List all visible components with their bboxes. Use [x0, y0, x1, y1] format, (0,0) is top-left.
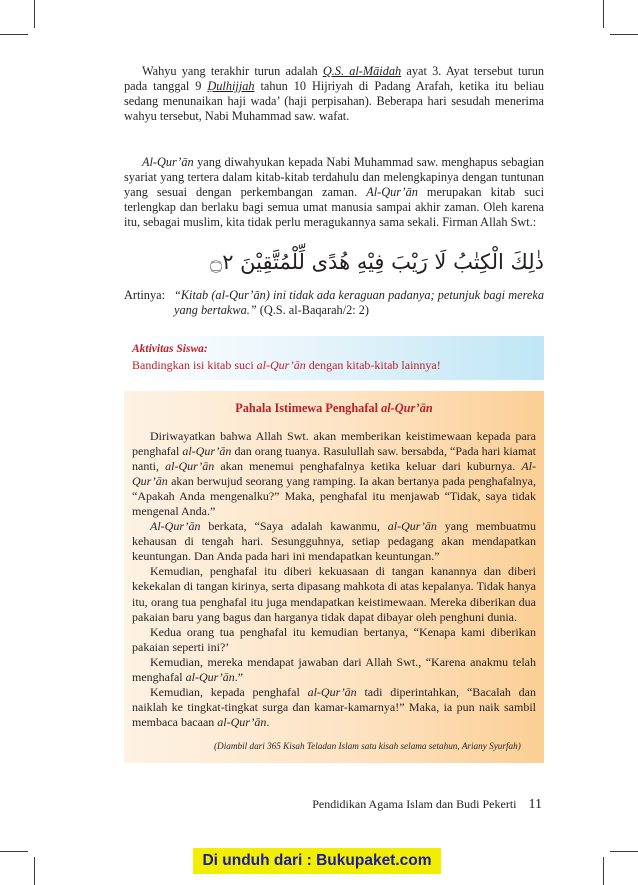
text-span: yang membuatmu kehausan di tengah hari. Sesungguhnya, setiap pedagang akan mendapatkan keuntungan. Dan Anda pada hari ini mendapatkan keuntungan.” — [132, 519, 536, 564]
crop-mark — [34, 0, 35, 28]
crop-mark — [0, 34, 28, 35]
text-span: Kemudian, mereka mendapat jawaban dari Allah Swt., “Karena anakmu telah menghafal — [132, 654, 536, 684]
story-paragraph — [132, 655, 536, 685]
quran-paragraph — [124, 155, 544, 230]
story-body — [132, 429, 536, 730]
page-footer — [312, 797, 542, 813]
quran-term: al-Qur’ān — [307, 684, 357, 699]
text-span: Kemudian, kepada penghafal — [150, 684, 308, 699]
quran-term: al-Qur’ān — [387, 519, 437, 534]
artinya-label: Artinya: — [124, 288, 165, 302]
text-span: Wahyu yang terakhir turun adalah — [142, 64, 323, 78]
text-span: Kemudian, penghafal itu diberi kekuasaan di tangan kanannya dan diberi kekekalan di tangan kirinya, serta dipasang mahkota di atas kepalanya. Tidak hanya itu, orang tua penghafal itu juga mendapatkan keistimewaan. Mereka diberikan dua pakaian baru yang bagus dan harganya tidak dapat dibayar oleh penghuni dunia. — [132, 564, 536, 624]
text-span: dengan kitab-kitab lainnya! — [305, 358, 441, 372]
intro-paragraph — [124, 64, 544, 124]
crop-mark — [603, 0, 604, 28]
story-paragraph — [132, 685, 536, 730]
quran-term: al-Qur’ān — [185, 669, 235, 684]
crop-mark — [34, 857, 35, 885]
activity-instruction — [132, 358, 441, 373]
quran-term: Al-Qur’ān — [142, 155, 194, 169]
arabic-verse: ذٰلِكَ الْكِتٰبُ لَا رَيْبَ فِيْهِ هُدًى لِّلْمُتَّقِيْنَ ۝٢ — [209, 250, 544, 274]
crop-mark — [610, 34, 638, 35]
quran-term: al-Qur’ān — [217, 714, 267, 729]
artinya-translation — [174, 288, 544, 318]
text-span: Bandingkan isi kitab suci — [132, 358, 257, 372]
text-span: tahun 10 Hijriyah di Padang Arafah, ketika itu beliau sedang menunaikan haji wada’ (haji perpisahan). Beberapa hari sesudah menerima wahyu tersebut, Nabi Muhammad saw. wafat. — [124, 79, 544, 124]
page-number: 11 — [528, 797, 542, 812]
story-title — [124, 401, 544, 416]
text-span: ayat 3. Ayat tersebut turun pada tanggal 9 — [124, 64, 544, 94]
story-paragraph — [132, 429, 536, 519]
title-text: Pahala Istimewa Penghafal — [235, 401, 382, 415]
crop-mark — [0, 851, 28, 852]
quran-term: Al-Qur’ān — [150, 519, 201, 534]
text-span: Diriwayatkan bahwa Allah Swt. akan memberikan keistimewaan kepada para penghafal — [132, 429, 536, 459]
activity-title: Aktivitas Siswa: — [132, 343, 208, 355]
book-title: Pendidikan Agama Islam dan Budi Pekerti — [312, 797, 517, 811]
story-paragraph — [132, 519, 536, 564]
quran-term: Al-Qur’ān — [132, 459, 536, 489]
title-italic: al-Qur’ān — [381, 401, 433, 415]
text-span: merupakan kitab suci terlengkap dan berlaku bagi semua umat manusia sampai akhir zaman. Oleh karena itu, sebagai muslim, kita tidak perlu meragukannya sama sekali. Firman Allah Swt.: — [124, 185, 544, 230]
verse-reference: (Q.S. al-Baqarah/2: 2) — [256, 303, 370, 318]
quran-term: al-Qur’ān — [165, 459, 215, 474]
text-span: yang diwahyukan kepada Nabi Muhammad saw. menghapus sebagian syariat yang tertera dalam kitab-kitab terdahulu dan melengkapinya dengan tuntunan yang sesuai dengan perkembangan zaman. — [124, 155, 544, 200]
text-span: Kedua orang tua penghafal itu kemudian bertanya, “Kenapa kami diberikan pakaian seperti ini?’ — [132, 624, 536, 654]
crop-mark — [610, 851, 638, 852]
quran-term: al-Qur’ān — [182, 444, 232, 459]
crop-mark — [603, 857, 604, 885]
text-span: dan orang tuanya. Rasulullah saw. bersabda, “Pada hari kiamat nanti, — [132, 444, 537, 474]
activity-box — [124, 336, 544, 380]
translation-text: “Kitab (al-Qur’ān) ini tidak ada keraguan padanya; petunjuk bagi mereka yang bertakwa.” — [174, 288, 544, 318]
download-banner: Di unduh dari : Bukupaket.com — [193, 848, 441, 874]
text-span: berkata, “Saya adalah kawanmu, — [200, 519, 388, 534]
text-span: . — [266, 714, 270, 729]
quran-term: Al-Qur’ān — [366, 185, 418, 200]
text-span: .” — [234, 669, 244, 684]
month-name: Ḍulhijjah — [207, 79, 255, 94]
text-span: akan menemui penghafalnya ketika keluar dari kuburnya. — [214, 459, 522, 474]
story-paragraph — [132, 564, 536, 624]
story-paragraph — [132, 625, 536, 655]
text-span: tadi diperintahkan, “Bacalah dan naiklah ke tingkat-tingkat surga dan kamar-kamarnya!” Maka, ia pun naik sambil membaca bacaan — [132, 684, 537, 729]
story-source: (Diambil dari 365 Kisah Teladan Islam satu kisah selama setahun, Ariany Syurfah) — [214, 741, 521, 751]
story-box — [124, 391, 544, 763]
text-span: akan berwujud seorang yang ramping. Ia akan bertanya pada penghafalnya, “Apakah Anda mengenalku?” Maka, penghafal itu menjawab “Tidak, saya tidak mengenal Anda.” — [132, 474, 536, 519]
surah-reference: Q.S. al-Māidah — [322, 64, 402, 78]
quran-term: al-Qur’ān — [256, 358, 306, 372]
